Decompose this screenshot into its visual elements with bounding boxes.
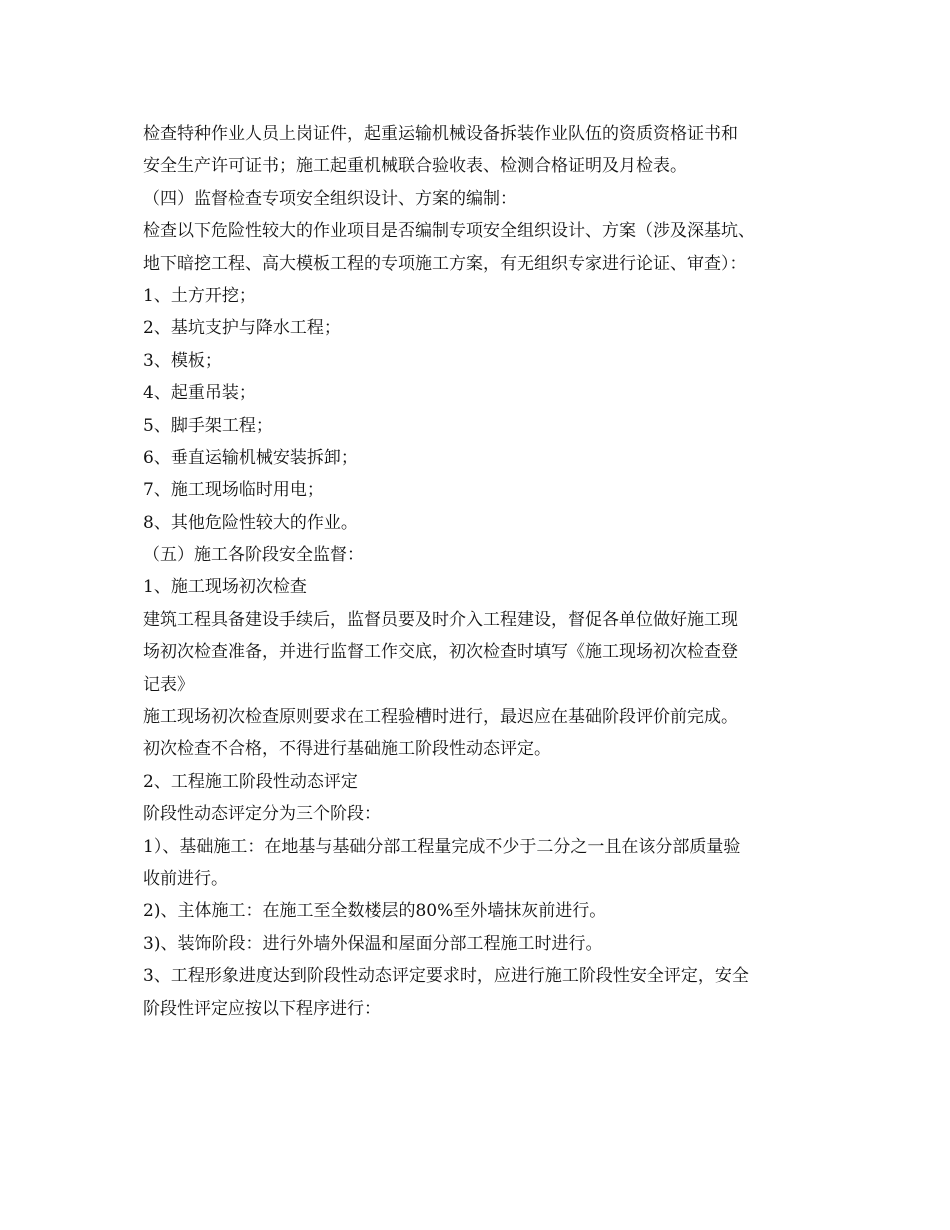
paragraph-line: 施工现场初次检查原则要求在工程验槽时进行，最迟应在基础阶段评价前完成。: [143, 707, 738, 728]
list-item: 1）、基础施工：在地基与基础分部工程量完成不少于二分之一且在该分部质量验: [143, 836, 741, 857]
list-item: 2、基坑支护与降水工程；: [143, 318, 341, 339]
list-item: 3)、装饰阶段：进行外墙外保温和屋面分部工程施工时进行。: [143, 933, 603, 954]
list-item: 3、模板；: [143, 350, 222, 371]
subsection-heading: 2、工程施工阶段性动态评定: [143, 771, 358, 792]
paragraph-line: 检查特种作业人员上岗证件，起重运输机械设备拆装作业队伍的资质资格证书和: [143, 124, 738, 144]
paragraph-line: 安全生产许可证书；施工起重机械联合验收表、检测合格证明及月检表。: [143, 156, 687, 177]
paragraph-line: 记表》: [143, 674, 194, 695]
list-item: 5、脚手架工程；: [143, 415, 273, 436]
list-item: 1、土方开挖；: [143, 285, 256, 306]
list-item: 2)、主体施工：在施工至全数楼层的80%至外墙抹灰前进行。: [143, 901, 607, 922]
paragraph-line: 阶段性评定应按以下程序进行：: [143, 998, 381, 1019]
paragraph-line: 场初次检查准备，并进行监督工作交底，初次检查时填写《施工现场初次检查登: [143, 642, 738, 663]
list-item: 8、其他危险性较大的作业。: [143, 512, 358, 533]
paragraph-line: 建筑工程具备建设手续后，监督员要及时介入工程建设，督促各单位做好施工现: [143, 609, 738, 630]
list-item: 7、施工现场临时用电；: [143, 480, 324, 501]
paragraph-line: 收前进行。: [143, 868, 228, 889]
list-item: 6、垂直运输机械安装拆卸；: [143, 447, 358, 468]
section-heading: （五）施工各阶段安全监督：: [143, 545, 364, 566]
paragraph-line: 初次检查不合格，不得进行基础施工阶段性动态评定。: [143, 739, 551, 760]
list-item: 4、起重吊装；: [143, 383, 256, 404]
paragraph-line: 地下暗挖工程、高大模板工程的专项施工方案，有无组织专家进行论证、审查）：: [143, 253, 747, 274]
subsection-heading: 3、工程形象进度达到阶段性动态评定要求时，应进行施工阶段性安全评定，安全: [143, 966, 749, 987]
paragraph-line: 阶段性动态评定分为三个阶段：: [143, 804, 381, 825]
paragraph-line: 检查以下危险性较大的作业项目是否编制专项安全组织设计、方案（涉及深基坑、: [143, 221, 755, 242]
subsection-heading: 1、施工现场初次检查: [143, 577, 307, 598]
document-body: [143, 118, 813, 1025]
section-heading: （四）监督检查专项安全组织设计、方案的编制：: [143, 188, 517, 209]
